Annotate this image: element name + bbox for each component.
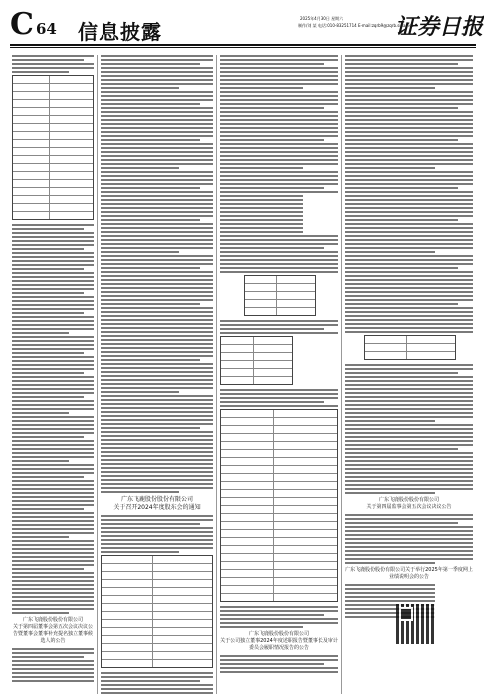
editor-line: 制作/刘 某 电话:010-83251714 E-mail:zqrb9@zqrb.sina.net [298, 23, 414, 28]
page-number: 64 [36, 20, 57, 38]
header-rule [10, 44, 476, 46]
section-title: 信息披露 [78, 20, 162, 44]
table [244, 275, 317, 316]
headline-col5-bottom: 广东飞鹿股份股份有限公司关于举行2025年第一季度网上业绩说明会的公告 [345, 567, 473, 580]
masthead [0, 0, 484, 52]
table [12, 75, 94, 220]
headline-col3: 广东飞鹿股份股份有限公司 关于公司独立董事2024年度述职报告暨董事长及审计委员会履职情况报告的公告 [220, 631, 338, 651]
column-divider [341, 55, 342, 694]
table [220, 409, 338, 602]
column-1 [12, 55, 94, 694]
table [220, 336, 293, 385]
column-4 [345, 55, 473, 694]
table [101, 555, 213, 668]
date-line: 2025年4月30日 星期六 [300, 16, 344, 21]
column-divider [97, 55, 98, 694]
column-divider [216, 55, 217, 694]
table [364, 335, 456, 360]
column-2 [101, 55, 213, 694]
section-letter: C [10, 7, 34, 42]
headline-col2: 广东飞鹿股份股份有限公司 关于召开2024年度股东会的通知 [113, 496, 201, 511]
headline-col1: 广东飞鹿股份股份有限公司 关于第四届董事会第五次会议决议公告暨董事会董事补充提名独立董事候选人的公告 [12, 617, 93, 644]
qr-code [396, 604, 436, 644]
column-3 [220, 55, 338, 694]
newspaper-logo: 证券日报 [395, 14, 484, 40]
header-rule-thin [10, 47, 476, 48]
headline-col5: 广东飞鹿股份股份有限公司 关于第四届监事会第五次会议决议公告 [366, 497, 452, 510]
